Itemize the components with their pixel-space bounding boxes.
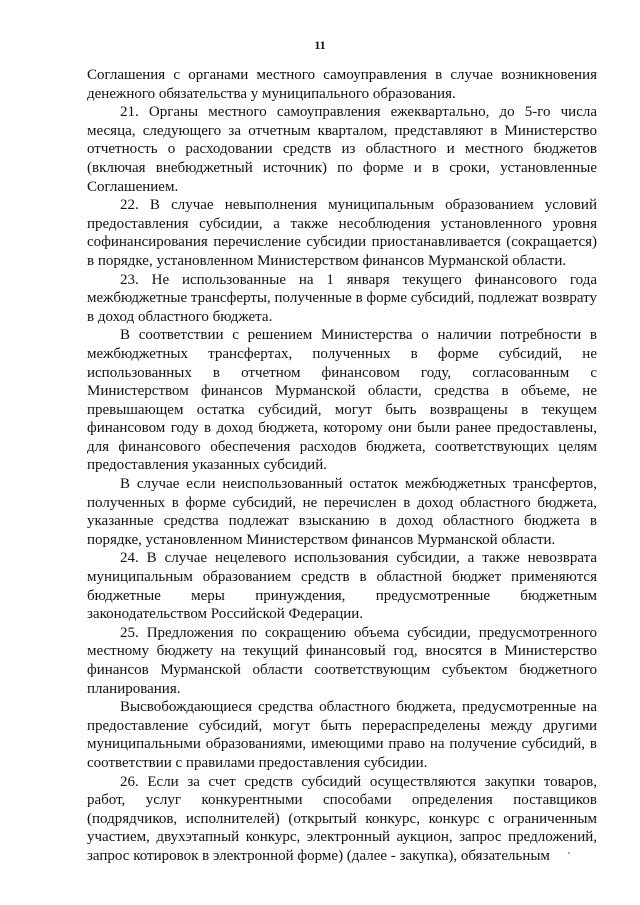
paragraph-25: 25. Предложения по сокращению объема субсидии, предусмотренного местному бюджету на текущий финансовый год, вносятся в Министерство финансов Мурманской области соответствующим субъектом бюджетного планирования. [87,624,597,697]
paragraph-23-part-3: В случае если неиспользованный остаток межбюджетных трансфертов, полученных в форме субсидий, не перечислен в доход областного бюджета, указанные средства подлежат взысканию в доход областного бюджета в порядке, установленном Министерством финансов Мурманской области. [87,476,597,548]
paragraph-26: 26. Если за счет средств субсидий осуществляются закупки товаров, работ, услуг конкурентными способами определения поставщиков (подрядчиков, исполнителей) (открытый конкурс, конкурс с ограниченным участием, двухэтапный конкурс, электронный аукцион, запрос предложений, запрос котировок в электронной форме) (далее - закупка), обязательным [87,773,597,864]
paragraph-23-part-2: В соответствии с решением Министерства о наличии потребности в межбюджетных трансфертах, полученных в форме субсидий, не использованных в отчетном финансовом году, согласованным с Министерством финансов Мурманской области, средства в объеме, не превышающем остатка субсидий, могут быть возвращены в текущем финансовом году в доход бюджета, которому они были ранее предоставлены, для финансового обеспечения расходов бюджета, соответствующих целям предоставления указанных субсидий. [87,327,597,474]
paragraph-continuation: Соглашения с органами местного самоуправления в случае возникновения денежного обязательства у муниципального образования. [87,67,597,102]
paragraph-25-part-2: Высвобождающиеся средства областного бюджета, предусмотренные на предоставление субсидий, могут быть перераспределены между другими муниципальными образованиями, имеющими право на получение субсидий, в соответствии с правилами предоставления субсидии. [87,699,597,771]
paragraph-24: 24. В случае нецелевого использования субсидии, а также невозврата муниципальным образованием средств в областной бюджет применяются бюджетные меры принуждения, предусмотренные бюджетным законодательством Российской Федерации. [87,550,597,623]
paragraph-21: 21. Органы местного самоуправления ежеквартально, до 5-го числа месяца, следующего за отчетным кварталом, представляют в Министерство отчетность о расходовании средств из областного и местного бюджетов (включая внебюджетный источник) по форме и в сроки, установленные Соглашением. [87,104,597,195]
paragraph-23: 23. Не использованные на 1 января текущего финансового года межбюджетные трансферты, полученные в форме субсидий, подлежат возврату в доход областного бюджета. [87,271,597,325]
scan-speck [568,852,570,854]
page-number: 11 [314,38,326,52]
paragraph-22: 22. В случае невыполнения муниципальным образованием условий предоставления субсидии, а также несоблюдения установленного уровня софинансирования перечисление субсидии приостанавливается (сокращается) в порядке, установленном Министерством финансов Мурманской области. [87,197,597,269]
document-body [87,66,597,866]
